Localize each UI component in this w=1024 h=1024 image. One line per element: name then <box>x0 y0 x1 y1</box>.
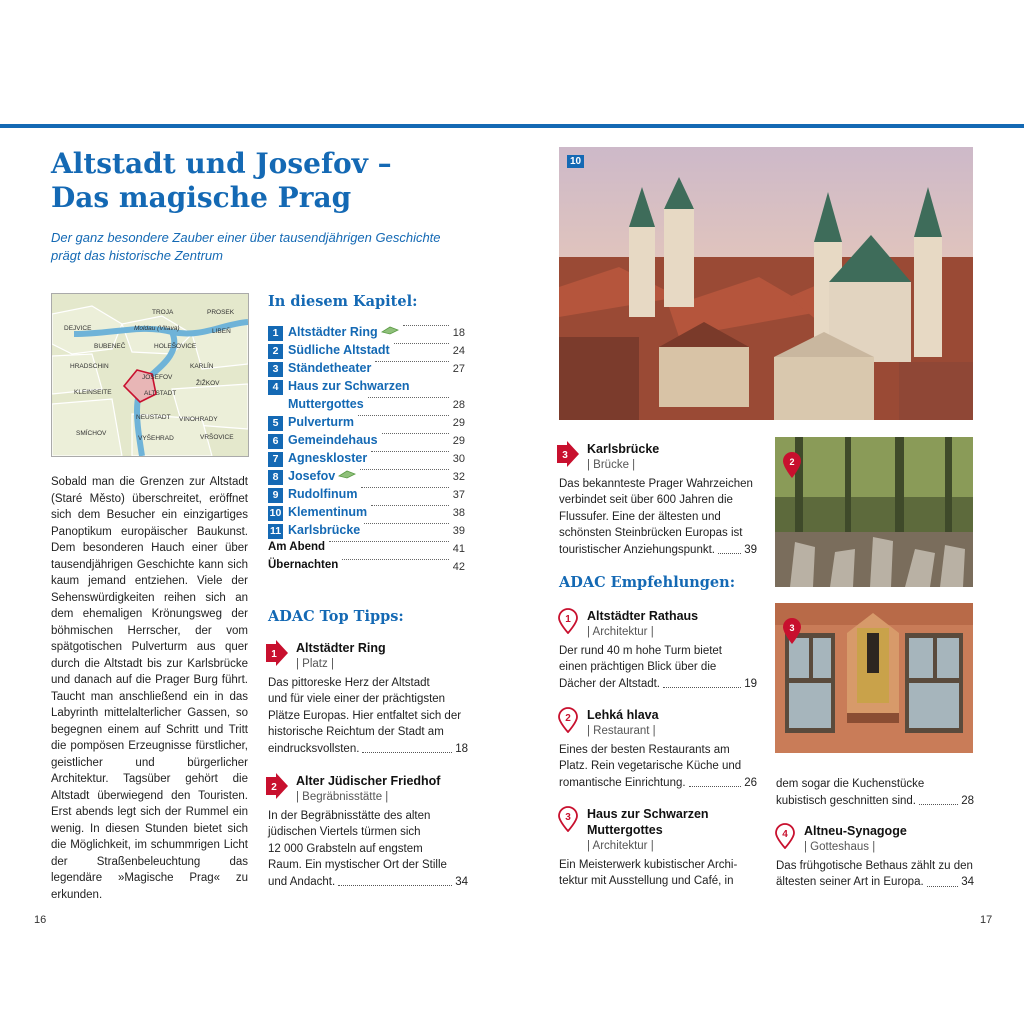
description-last-line <box>776 793 974 810</box>
description-last-line <box>268 741 468 758</box>
chapter-toc <box>268 325 465 577</box>
svg-text:1: 1 <box>565 614 571 625</box>
chapter-item-label: Agneskloster <box>288 451 368 465</box>
recommendation-1 <box>559 608 757 692</box>
chapter-item-label: Karlsbrücke <box>288 523 361 537</box>
entry-category: | Restaurant | <box>587 725 656 737</box>
leader-dots <box>689 786 742 787</box>
leader-dots <box>362 752 452 753</box>
recommendation-pin-icon <box>774 823 796 849</box>
leader-dots <box>360 469 449 470</box>
chapter-item-label: Altstädter Ring <box>288 325 378 339</box>
chapter-number-badge: 8 <box>268 470 283 485</box>
leader-dots <box>371 505 449 506</box>
chapter-toc-item <box>268 541 465 559</box>
entry-title-block <box>587 707 659 740</box>
chapter-number-badge: 2 <box>268 344 283 359</box>
leader-dots <box>342 559 448 560</box>
description-line: historische Reichtum der Stadt am <box>268 726 444 738</box>
chapter-item-page: 30 <box>452 453 465 465</box>
chapter-number-badge: 9 <box>268 488 283 503</box>
recommendation-3-continued <box>776 774 974 809</box>
header-rule <box>0 124 1024 128</box>
recommendation-4 <box>776 823 974 891</box>
chapter-item-label: Muttergottes <box>288 397 364 411</box>
description-line: Eines der besten Restaurants am <box>559 743 730 756</box>
svg-text:3: 3 <box>565 812 571 823</box>
top-tip-arrow-icon <box>266 773 288 799</box>
description-line: Flussufer. Eine der ältesten und <box>559 510 721 523</box>
entry-description <box>559 643 757 693</box>
entry-title-block <box>587 608 698 641</box>
chapter-item-page: 27 <box>452 363 465 375</box>
entry-description <box>268 808 468 891</box>
leader-dots <box>394 343 449 344</box>
map-label: Moldau (Vltava) <box>134 325 180 332</box>
chapter-item-page: 41 <box>452 543 465 555</box>
entry-title-block <box>587 441 659 474</box>
entry-category: | Architektur | <box>587 840 654 852</box>
description-line: und für viele einer der prächtigsten <box>268 693 446 705</box>
recommendation-3 <box>559 806 757 890</box>
top-tip-arrow-icon <box>557 441 579 467</box>
svg-text:2: 2 <box>789 457 795 467</box>
svg-text:3: 3 <box>562 450 568 461</box>
district-map <box>51 293 249 457</box>
chapter-item-page: 39 <box>452 525 465 537</box>
entry-head <box>776 823 974 856</box>
chapter-item-label: Übernachten <box>268 559 339 571</box>
entry-category: | Architektur | <box>587 626 654 638</box>
description-line: ältesten seiner Art in Europa. <box>776 876 924 888</box>
entry-title: Karlsbrücke <box>587 442 660 456</box>
leader-dots <box>919 804 958 805</box>
map-label: PROSEK <box>207 309 235 316</box>
description-line: und Andacht. <box>268 875 336 888</box>
map-label: KARLÍN <box>190 363 214 370</box>
leader-dots <box>338 885 452 886</box>
description-line: Ein Meisterwerk kubistischer Archi- <box>559 858 738 871</box>
description-line: In der Begräbnisstätte des alten <box>268 809 431 822</box>
description-line: Das bekannteste Prager Wahrzeichen <box>559 477 753 490</box>
chapter-toc-item <box>268 559 465 577</box>
top-tips-heading: ADAC Top Tipps: <box>268 608 404 625</box>
page-number-right: 17 <box>980 914 993 926</box>
map-pin-icon <box>781 617 803 645</box>
leader-dots <box>375 361 448 362</box>
chapter-number-badge: 10 <box>269 507 282 519</box>
page-reference: 34 <box>961 876 974 888</box>
entry-title-block <box>804 823 907 856</box>
description-line: dem sogar die Kuchenstücke <box>776 778 925 790</box>
chapter-item-page: 18 <box>452 327 465 339</box>
description-line: romantische Einrichtung. <box>559 776 686 789</box>
map-label: HOLEŠOVICE <box>154 343 197 350</box>
entry-description <box>776 858 974 891</box>
chapter-toc-item <box>268 505 465 523</box>
map-label: VINOHRADY <box>179 416 218 423</box>
leader-dots <box>403 325 449 326</box>
chapter-item-label: Gemeindehaus <box>288 433 378 447</box>
chapter-item-label: Klementinum <box>288 505 368 519</box>
description-line: einen prächtigen Blick über die <box>559 661 717 673</box>
leader-dots <box>368 397 449 398</box>
entry-head <box>559 806 757 855</box>
description-line: jüdischen Viertels türmen sich <box>268 826 421 838</box>
description-line: Dächer der Altstadt. <box>559 677 660 690</box>
chapter-item-label: Ständetheater <box>288 361 372 375</box>
chapter-toc-item <box>268 469 465 487</box>
svg-text:4: 4 <box>782 829 788 840</box>
map-label: DEJVICE <box>64 325 92 332</box>
description-last-line <box>559 775 757 792</box>
chapter-toc-item <box>268 451 465 469</box>
chapter-number-badge: 5 <box>268 416 283 431</box>
chapter-item-page: 24 <box>452 345 465 357</box>
entry-head <box>268 640 468 673</box>
entry-head <box>559 608 757 641</box>
description-line: Das pittoreske Herz der Altstadt <box>268 676 430 689</box>
chapter-number-badge: 4 <box>268 380 283 395</box>
svg-text:1: 1 <box>271 649 277 660</box>
recommendations-heading: ADAC Empfehlungen: <box>559 574 736 591</box>
leader-dots <box>371 451 449 452</box>
entry-title: Haus zur Schwarzen Muttergottes <box>587 807 709 837</box>
map-label: VYŠEHRAD <box>138 435 174 442</box>
entry-title-block <box>587 806 757 855</box>
page-reference: 26 <box>744 776 757 789</box>
description-last-line <box>776 874 974 891</box>
map-pin-icon <box>781 451 803 479</box>
leader-dots <box>927 886 959 887</box>
map-label: JOSEFOV <box>142 374 173 381</box>
page-reference: 34 <box>455 875 468 888</box>
description-line: 12 000 Grabsteln auf engstem <box>268 842 423 855</box>
entry-head <box>268 773 468 806</box>
chapter-toc-item <box>268 433 465 451</box>
description-last-line <box>268 874 468 891</box>
chapter-item-page: 29 <box>452 435 465 447</box>
page-reference: 39 <box>744 543 757 556</box>
chapter-item-page: 37 <box>452 489 465 501</box>
top-tip-icon <box>381 325 399 335</box>
leader-dots <box>382 433 449 434</box>
entry-head <box>559 441 757 474</box>
entry-head <box>559 707 757 740</box>
leader-dots <box>718 553 741 554</box>
leader-dots <box>663 687 741 688</box>
page-reference: 19 <box>744 677 757 690</box>
old-town-photo <box>559 147 973 420</box>
page-reference: 18 <box>455 742 468 755</box>
description-line: kubistisch geschnitten sind. <box>776 794 916 807</box>
recommendation-2 <box>559 707 757 791</box>
recommendation-pin-icon <box>557 608 579 634</box>
map-label: VRŠOVICE <box>200 434 234 441</box>
chapter-toc-item <box>268 361 465 379</box>
leader-dots <box>358 415 449 416</box>
chapter-item-page: 28 <box>452 399 465 411</box>
svg-text:3: 3 <box>789 623 795 633</box>
leader-dots <box>329 541 449 542</box>
page-reference: 28 <box>961 794 974 807</box>
map-label: NEUSTADT <box>136 414 171 421</box>
description-line: eindrucksvollsten. <box>268 742 360 755</box>
entry-title: Lehká hlava <box>587 708 659 722</box>
chapter-item-label: Haus zur Schwarzen <box>288 379 410 393</box>
map-label: ŽIŽKOV <box>196 380 220 387</box>
chapter-number-badge: 11 <box>269 525 282 537</box>
description-line: touristischer Anziehungspunkt. <box>559 543 715 556</box>
entry-category: | Begräbnisstätte | <box>296 791 389 803</box>
intro-text: Sobald man die Grenzen zur Altstadt (Staré Město) überschreitet, eröffnet sich dem Besucher ein einzigartiges Panoptikum europäischer Baukunst. Dem besonderen Hauch einer über tausendjährigen Geschichte kann sich kaum jemand entziehen. Viele der Sehenswürdigkeiten reihen sich an dem ehemaligen Krönungsweg der böhmischen Herrscher, der vom spätgotischen Pulverturm aus quer durch die Altstadt bis zur Karlsbrücke und danach auf die Prager Burg führt. Taucht man anschließend ein in das Labyrinth mittelalterlicher Gassen, so begegnen einem auf Schritt und Tritt die pompösen Erzeugnisse fürstlicher, geistlicher und bürgerlicher Architektur. Tagsüber gehört die Altstadt überwiegend den Touristen. Erst abends legt sich der Rummel ein wenig. In diesen Stunden bietet sich die Möglichkeit, im schummrigen Licht der Straßenbeleuchtung das legendäre »Magische Prag« zu erkunden. <box>51 476 248 901</box>
chapter-toc-item <box>268 325 465 343</box>
entry-category: | Gotteshaus | <box>804 841 876 853</box>
description-last-line <box>559 542 757 559</box>
chapter-toc-item <box>268 379 465 397</box>
chapter-number-badge: 6 <box>268 434 283 449</box>
top-tip-2 <box>268 773 468 890</box>
entry-description <box>559 742 757 792</box>
chapter-item-page: 29 <box>452 417 465 429</box>
description-line: Der rund 40 m hohe Turm bietet <box>559 644 722 657</box>
chapter-number-badge: 3 <box>268 362 283 377</box>
svg-text:2: 2 <box>565 713 571 724</box>
cubist-house-photo <box>775 603 973 753</box>
chapter-item-label: Am Abend <box>268 541 326 553</box>
page-title: Altstadt und Josefov – Das magische Prag <box>51 147 392 214</box>
photo-number-badge: 10 <box>567 155 584 168</box>
map-label: ALTSTADT <box>144 390 177 397</box>
top-tip-1 <box>268 640 468 757</box>
top-tip-icon <box>338 469 356 479</box>
description-last-line <box>559 676 757 693</box>
map-label: SMÍCHOV <box>76 430 107 437</box>
entry-title: Altneu-Synagoge <box>804 824 907 838</box>
description-line: Plätze Europas. Hier entfaltet sich der <box>268 709 462 722</box>
entry-description <box>559 476 757 559</box>
entry-title: Altstädter Ring <box>296 641 386 655</box>
description-line: Das frühgotische Bethaus zählt zu den <box>776 859 973 872</box>
recommendation-pin-icon <box>557 806 579 832</box>
description-line: Raum. Ein mystischer Ort der Stille <box>268 859 447 871</box>
entry-category: | Brücke | <box>587 459 636 471</box>
jewish-cemetery-photo <box>775 437 973 587</box>
chapter-item-label: Südliche Altstadt <box>288 343 390 357</box>
top-tip-arrow-icon <box>266 640 288 666</box>
chapter-toc-item <box>268 523 465 541</box>
leader-dots <box>361 487 448 488</box>
description-line: Platz. Rein vegetarische Küche und <box>559 760 742 772</box>
map-label: BUBENEČ <box>94 343 126 350</box>
entry-title-block <box>296 773 440 806</box>
entry-description <box>776 776 974 809</box>
svg-text:2: 2 <box>271 782 277 793</box>
entry-title: Altstädter Rathaus <box>587 609 699 623</box>
description-line: verbindet seit über 600 Jahren die <box>559 494 733 506</box>
page-subtitle: Der ganz besondere Zauber einer über tausendjährigen Geschichte prägt das historische Zentrum <box>51 230 441 263</box>
chapter-toc-item <box>268 487 465 505</box>
chapter-number-badge: 1 <box>268 326 283 341</box>
map-label: LIBEŇ <box>212 328 231 335</box>
entry-description <box>559 857 757 890</box>
page-number-left: 16 <box>34 914 47 926</box>
map-label: KLEINSEITE <box>74 389 112 396</box>
recommendation-pin-icon <box>557 707 579 733</box>
entry-title-block <box>296 640 386 673</box>
top-tip-3 <box>559 441 757 558</box>
entry-category: | Platz | <box>296 658 334 670</box>
description-line: schönsten Steinbrücken Europas ist <box>559 527 743 539</box>
chapter-item-label: Pulverturm <box>288 415 354 429</box>
chapter-toc-item <box>268 415 465 433</box>
map-label: TROJA <box>152 309 174 316</box>
chapter-toc-item <box>268 397 465 415</box>
chapter-item-label: Rudolfinum <box>288 487 358 501</box>
map-label: HRADSCHIN <box>70 363 109 370</box>
chapter-heading: In diesem Kapitel: <box>268 293 418 310</box>
chapter-toc-item <box>268 343 465 361</box>
description-line: tektur mit Ausstellung und Café, in <box>559 875 734 887</box>
chapter-number-badge: 7 <box>268 452 283 467</box>
chapter-item-page: 42 <box>452 561 465 573</box>
chapter-item-label: Josefov <box>288 469 336 483</box>
entry-title: Alter Jüdischer Friedhof <box>296 774 441 788</box>
entry-description <box>268 675 468 758</box>
chapter-item-page: 32 <box>452 471 465 483</box>
chapter-item-page: 38 <box>452 507 465 519</box>
leader-dots <box>364 523 448 524</box>
